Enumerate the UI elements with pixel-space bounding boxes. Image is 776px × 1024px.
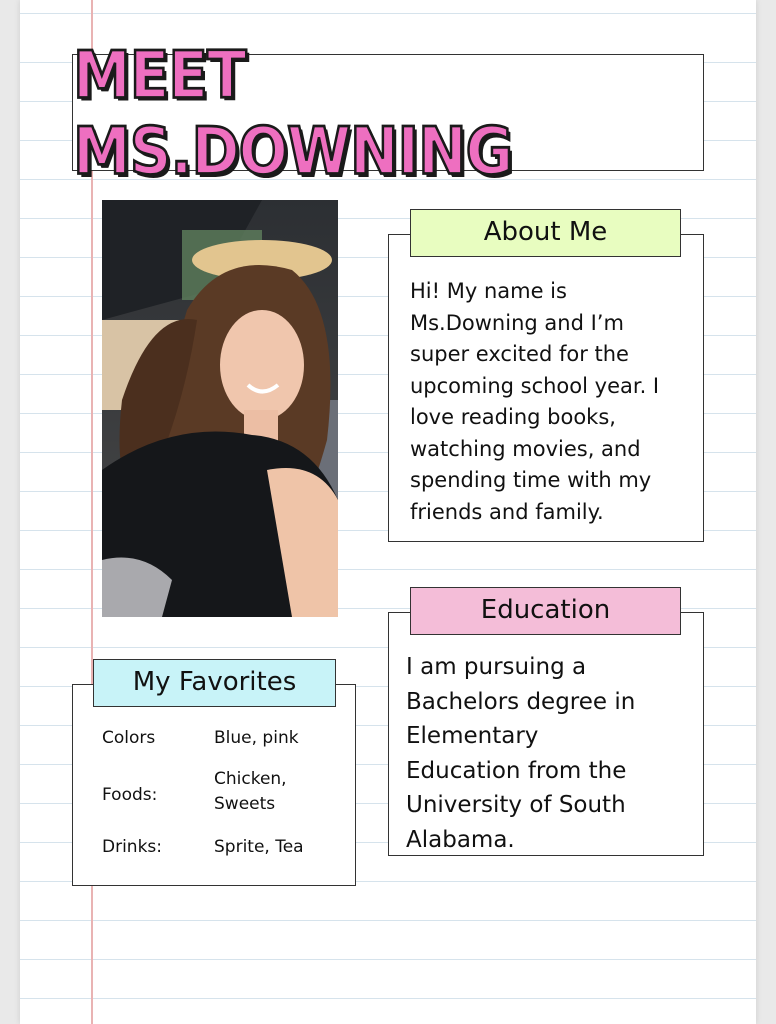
favorite-label-colors: Colors xyxy=(102,728,156,748)
favorite-value-line: Sprite, Tea xyxy=(214,837,304,857)
favorite-value-line: Chicken, xyxy=(214,769,287,789)
about-line: upcoming school year. I xyxy=(410,373,660,398)
notebook-page xyxy=(20,0,756,1024)
favorite-value-foods xyxy=(214,767,334,817)
education-line: Elementary xyxy=(406,723,539,749)
favorite-label-drinks: Drinks: xyxy=(102,837,163,857)
teacher-photo-image xyxy=(102,200,338,617)
about-text xyxy=(410,276,698,528)
favorites-heading: My Favorites xyxy=(93,659,336,707)
education-line: Education from the xyxy=(406,757,627,784)
education-text xyxy=(406,650,698,857)
favorite-value-line: Sweets xyxy=(214,794,276,814)
favorite-value-line: Blue, pink xyxy=(214,728,299,748)
about-line: friends and family. xyxy=(410,499,604,524)
education-line: University of South xyxy=(406,792,626,818)
education-line: Alabama. xyxy=(406,826,515,853)
about-line: watching movies, and xyxy=(410,436,641,461)
teacher-photo xyxy=(102,200,338,617)
favorite-value-drinks xyxy=(214,835,334,860)
about-line: spending time with my xyxy=(410,468,652,492)
page-title: MEET MS.DOWNING xyxy=(73,36,513,189)
about-line: super excited for the xyxy=(410,342,629,366)
about-line: Hi! My name is xyxy=(410,279,567,303)
education-line: Bachelors degree in xyxy=(406,688,636,715)
about-heading: About Me xyxy=(410,209,681,257)
about-line: love reading books, xyxy=(410,405,616,429)
favorite-label-foods: Foods: xyxy=(102,785,158,805)
education-line: I am pursuing a xyxy=(406,654,587,680)
education-heading: Education xyxy=(410,587,681,635)
title-box xyxy=(72,36,704,189)
about-line: Ms.Downing and I’m xyxy=(410,310,624,335)
favorite-value-colors xyxy=(214,726,334,751)
